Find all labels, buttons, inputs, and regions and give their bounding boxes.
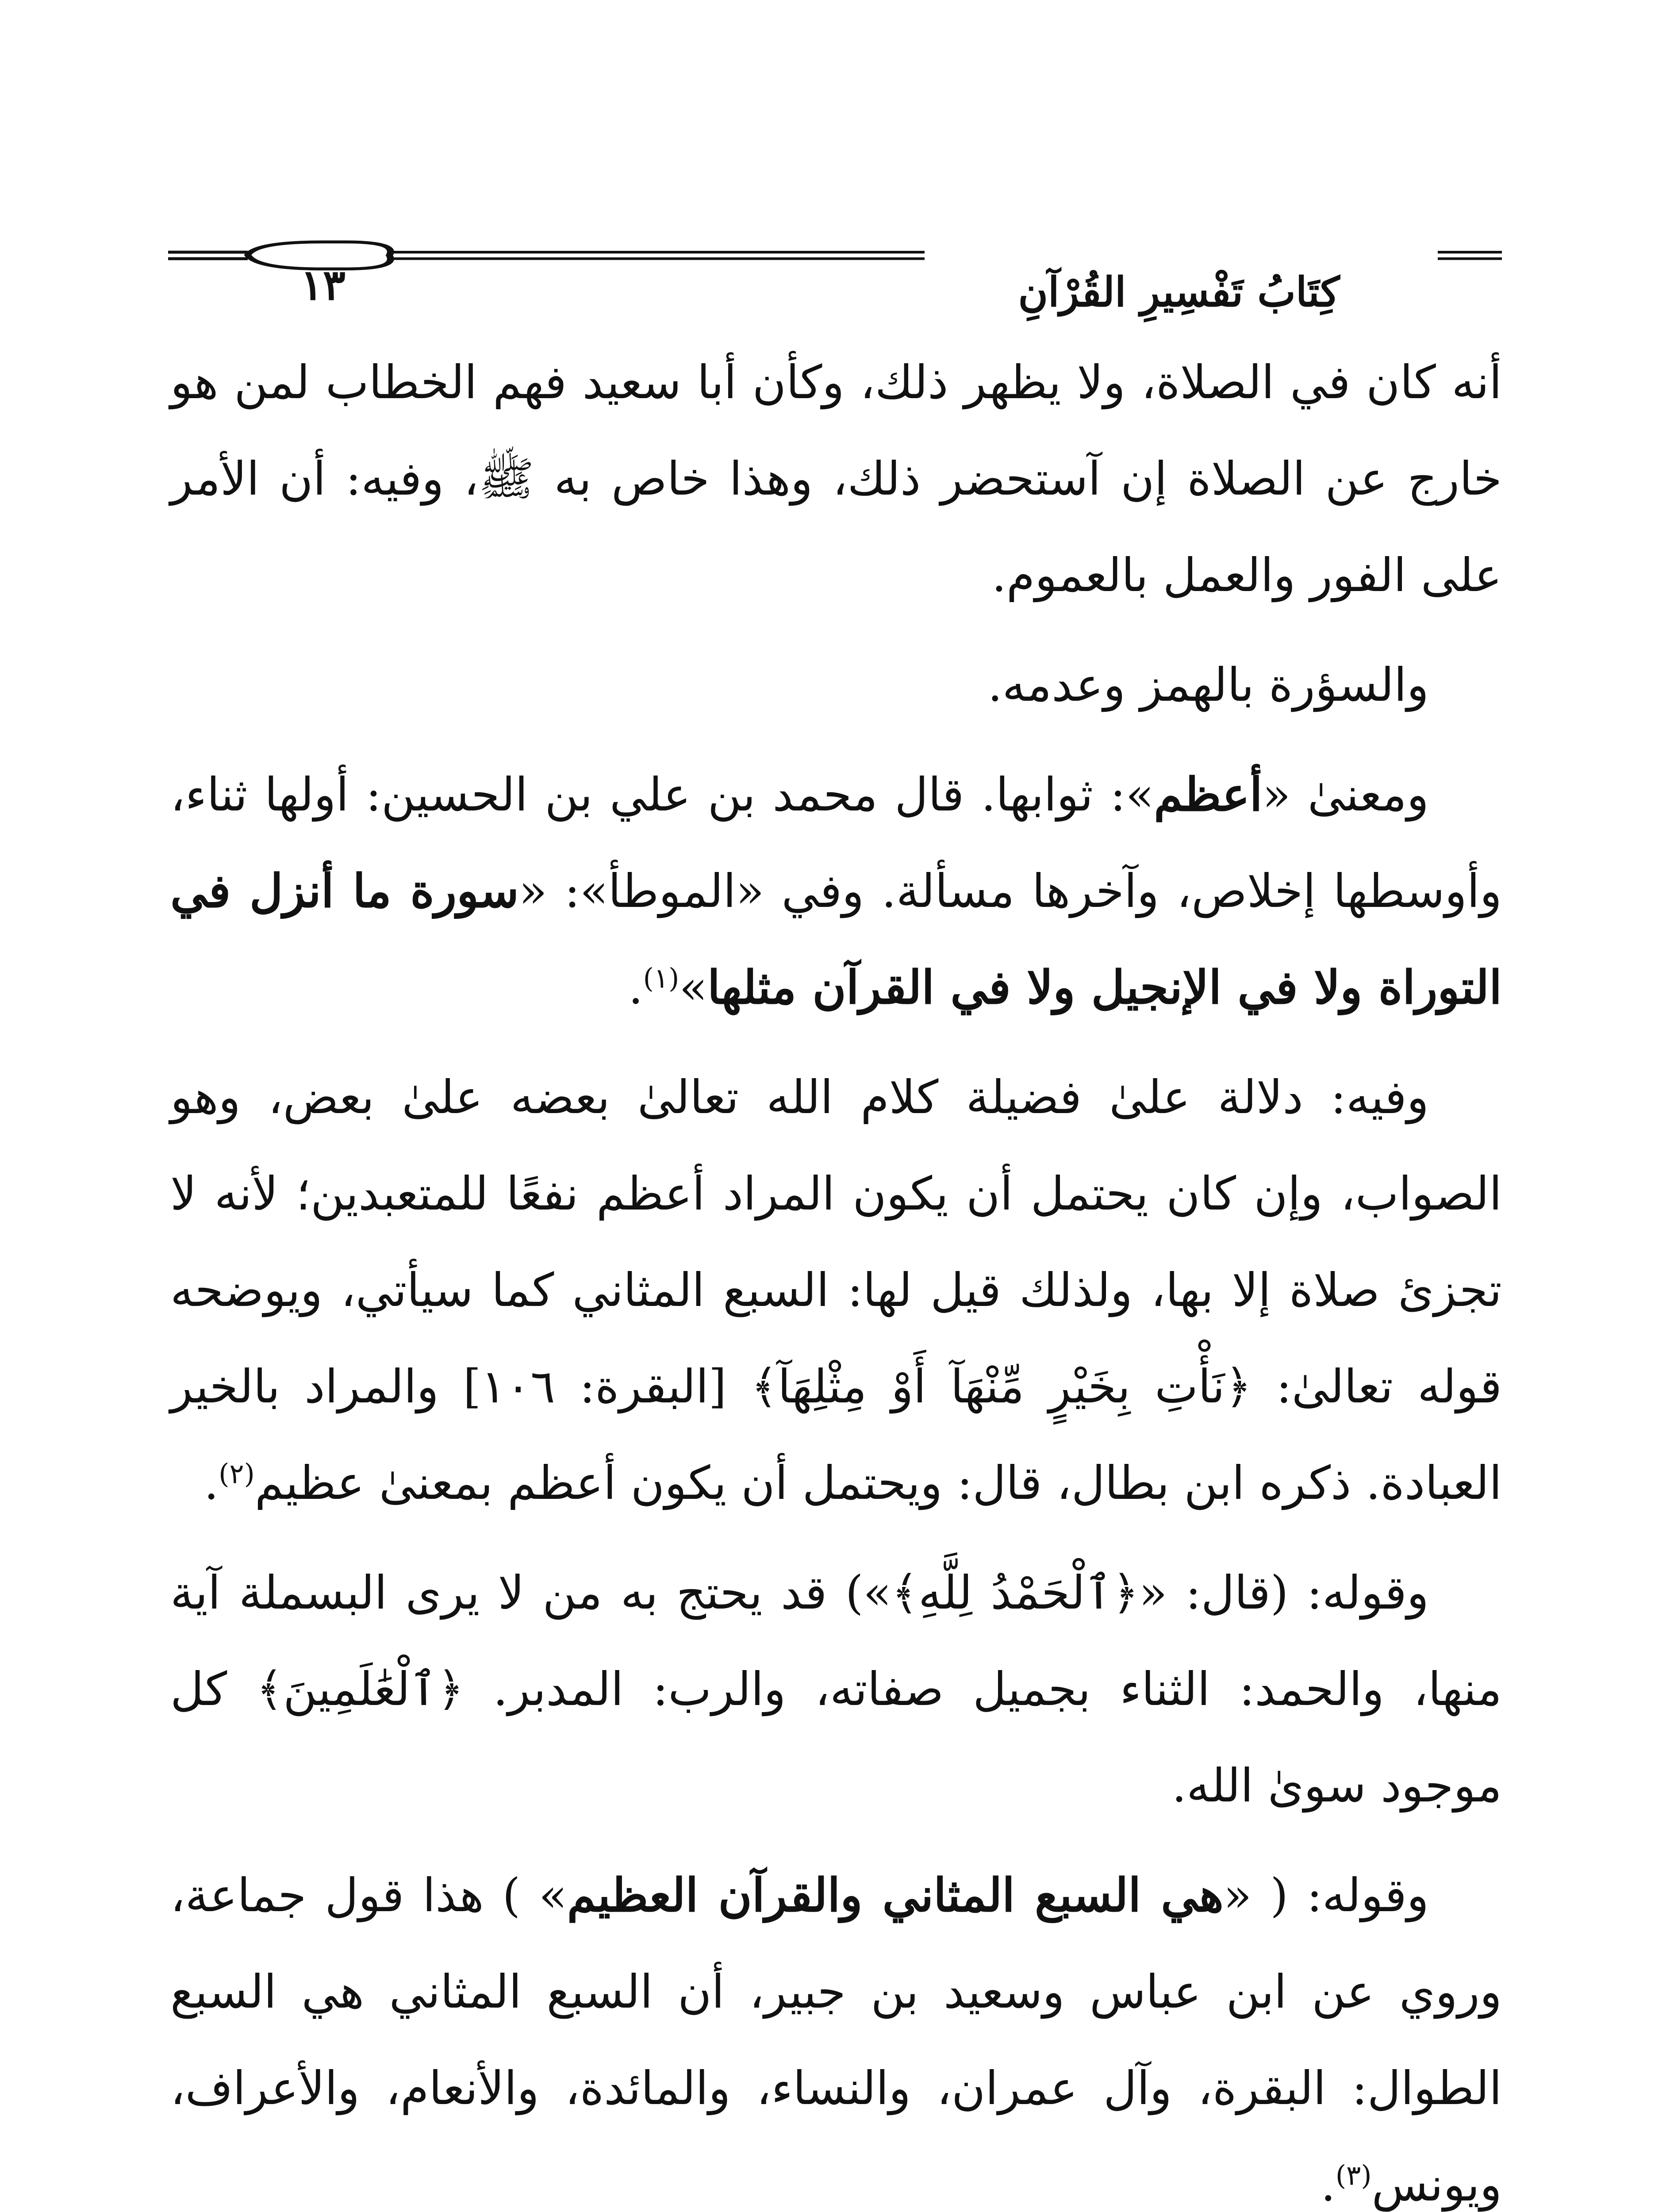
- book-title: كِتَابُ تَفْسِيرِ القُرْآنِ: [1018, 268, 1340, 316]
- paragraph: [170, 1049, 1502, 1531]
- footnote-ref[interactable]: (٣): [1335, 2159, 1372, 2192]
- text: .: [1321, 2158, 1336, 2212]
- text: .: [628, 960, 643, 1014]
- text: ») قد يحتج به من لا يرى البسملة آية منها، والحمد: الثناء بجميل صفاته، والرب: المدبر.: [170, 1566, 1502, 1716]
- text: » ) هذا قول جماعة، وروي عن ابن عباس وسعيد بن جبير، أن السبع المثاني هي السبع الطوال: البقرة، وآل عمران، والنساء، والمائدة، والأنعام، والأعراف، ويونس: [170, 1868, 1502, 2212]
- quran-verse: ﴿ٱلْعَٰلَمِينَ﴾: [256, 1662, 464, 1716]
- text: ومعنىٰ «: [1262, 768, 1429, 822]
- text: وقوله: ( «: [1223, 1868, 1429, 1922]
- footnote-ref[interactable]: (١): [643, 962, 680, 995]
- quran-verse: ﴿نَأْتِ بِخَيْرٍ مِّنْهَآ أَوْ مِثْلِهَآ﴾: [751, 1359, 1252, 1413]
- hadith-quote: سورة ما أنزل في التوراة ولا في الإنجيل ولا في القرآن مثلها: [170, 864, 1502, 1014]
- hadith-quote: هي السبع المثاني والقرآن العظيم: [567, 1868, 1224, 1922]
- paragraph: [170, 1544, 1502, 1834]
- bold-term: أعظم: [1154, 767, 1263, 822]
- text: .: [204, 1456, 219, 1510]
- footnote-ref[interactable]: (٢): [219, 1457, 255, 1490]
- paragraph-text: أنه كان في الصلاة، ولا يظهر ذلك، وكأن أبا سعيد فهم الخطاب لمن هو خارج عن الصلاة إن آستحضر ذلك، وهذا خاص به ﷺ، وفيه: أن الأمر على الفور والعمل بالعموم.: [170, 355, 1502, 602]
- body-text: [170, 334, 1502, 2212]
- quran-verse: ﴿ٱلْحَمْدُ لِلَّهِ﴾: [891, 1566, 1139, 1620]
- text: كل موجود سوىٰ الله.: [170, 1662, 1502, 1813]
- paragraph: [170, 637, 1502, 733]
- text: وقوله: (قال: «: [1139, 1566, 1429, 1620]
- text: »: [679, 960, 707, 1014]
- paragraph: [170, 746, 1502, 1036]
- text: وفيه: دلالة علىٰ فضيلة كلام الله تعالىٰ بعضه علىٰ بعض، وهو الصواب، وإن كان يحتمل أن يكون المراد أعظم نفعًا للمتعبدين؛ لأنه لا تجزئ صلاة إلا بها، ولذلك قيل لها: السبع المثاني كما سيأتي، ويوضحه قوله تعالىٰ:: [170, 1070, 1502, 1413]
- text: »: ثوابها. قال محمد بن علي بن الحسين: أولها ثناء، وأوسطها إخلاص، وآخرها مسألة. وفي «الموطأ»: «: [170, 768, 1502, 918]
- paragraph: [170, 1847, 1502, 2212]
- text: [البقرة: ١٠٦] والمراد بالخير العبادة. ذكره ابن بطال، قال: ويحتمل أن يكون أعظم بمعنىٰ عظيم: [170, 1359, 1502, 1510]
- paragraph: [170, 334, 1502, 623]
- paragraph-text: والسؤرة بالهمز وعدمه.: [987, 658, 1429, 712]
- page-number: ١٣: [300, 261, 346, 310]
